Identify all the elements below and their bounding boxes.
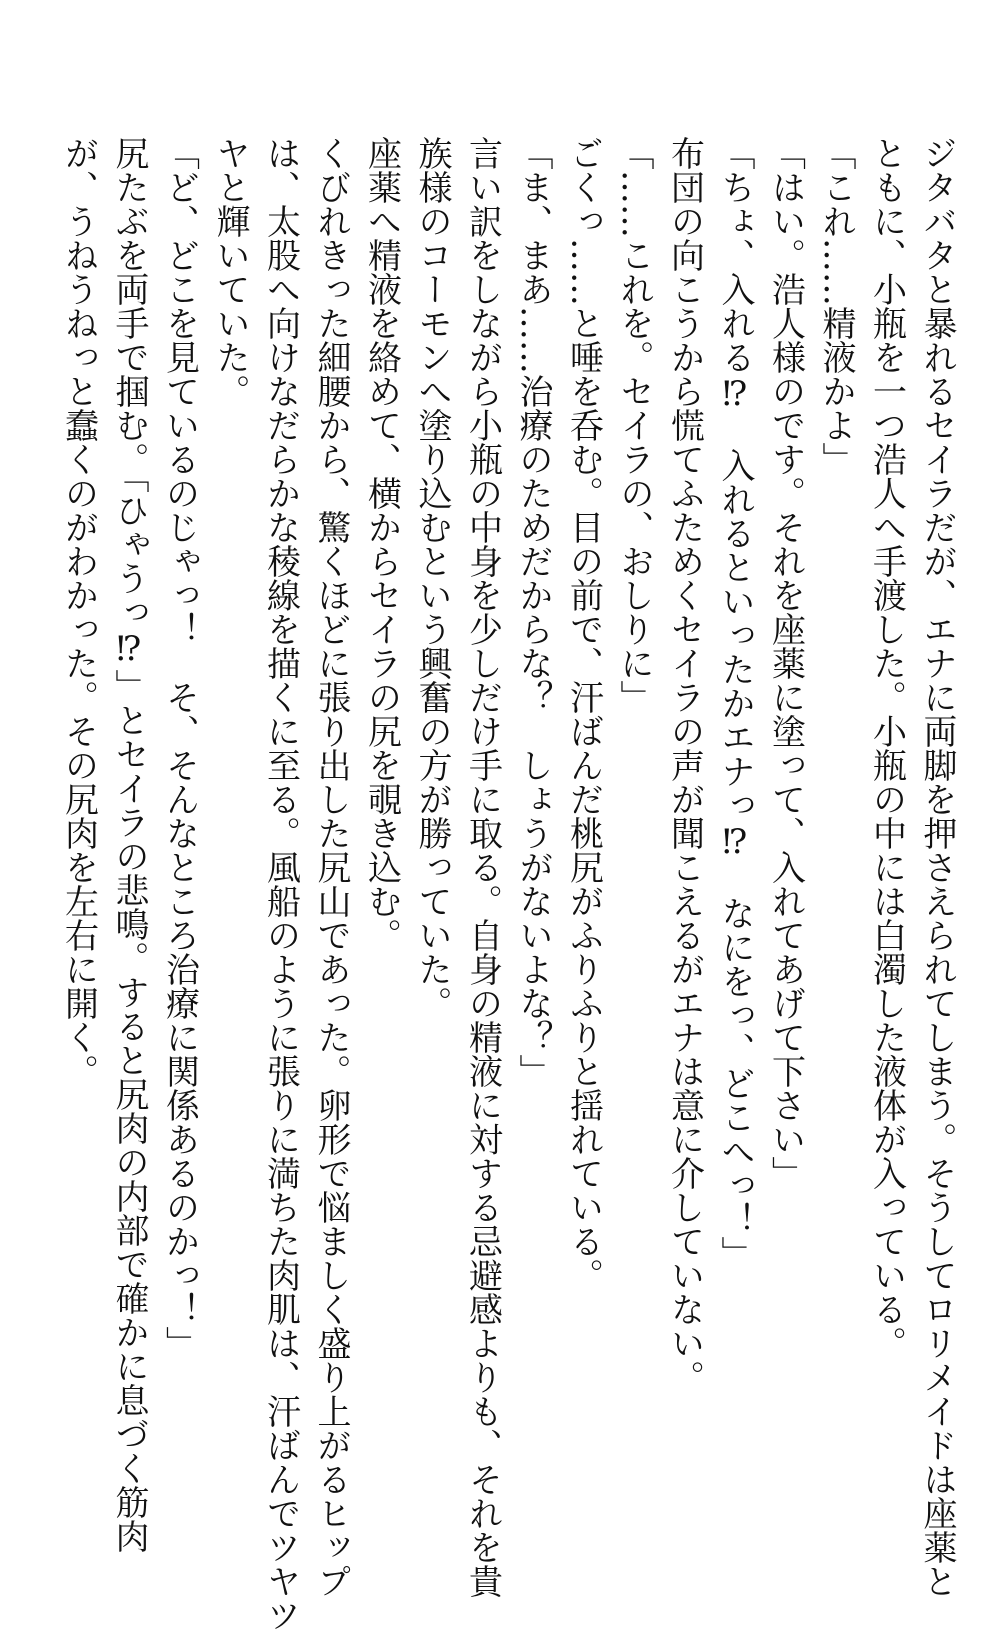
text-line: ごくっ……と唾を呑む。目の前で、汗ばんだ桃尻がふりふりと揺れている。 [563,136,604,1292]
text-line: ヤと輝いていた。 [210,136,250,408]
text-line: 「はい。浩人様のです。それを座薬に塗って、入れてあげて下さい」 [765,136,806,1190]
text-line: 「ど、どこを見ているのじゃっ！ そ、そんなところ治療に関係あるのかっ！」 [159,136,200,1360]
text-line: 言い訳をしながら小瓶の中身を少しだけ手に取る。自身の精液に対する忌避感よりも、それを貴 [462,136,503,1598]
text-line: 「ちょ、入れる⁉ 入れるといったかエナっ⁉ なにをっ、どこへっ！」 [715,136,755,1270]
vertical-text-body [53,136,962,1632]
text-line: 尻たぶを両手で掴む。「ひゃうっ⁉」とセイラの悲鳴。すると尻肉の内部で確かに息づく筋肉 [109,136,149,1553]
text-line: 布団の向こうから慌てふためくセイラの声が聞こえるがエナは意に介していない。 [664,136,705,1394]
text-line: が、うねうねっと蠢くのがわかった。その尻肉を左右に開く。 [58,136,99,1088]
text-line: 族様のコーモンへ塗り込むという興奮の方が勝っていた。 [412,136,452,1020]
text-line: 「……これを。セイラの、おしりに」 [614,136,654,714]
text-line: ジタバタと暴れるセイラだが、エナに両脚を押さえられてしまう。そうしてロリメイドは座薬と [917,136,957,1598]
text-line: ともに、小瓶を一つ浩人へ手渡した。小瓶の中には白濁した液体が入っている。 [866,136,907,1360]
text-line: くびれきった細腰から、驚くほどに張り出した尻山であった。卵形で悩ましく盛り上がるヒップ [311,136,351,1598]
text-line: は、太股へ向けなだらかな稜線を描くに至る。風船のように張りに満ちた肉肌は、汗ばんでツヤツ [260,136,301,1632]
text-line: 「これ……精液かよ」 [816,136,856,476]
text-line: 座薬へ精液を絡めて、横からセイラの尻を覗き込む。 [361,136,402,952]
text-line: 「ま、まあ……治療のためだからな？ しょうがないよな？」 [513,136,553,1088]
